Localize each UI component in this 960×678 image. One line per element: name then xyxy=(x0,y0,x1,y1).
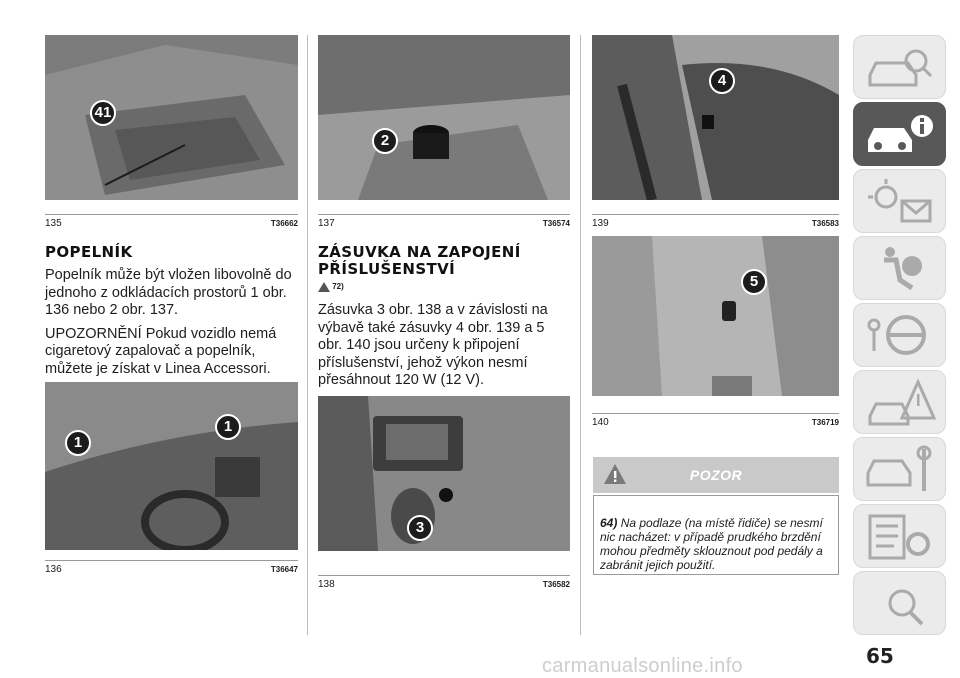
photo-140-panel-socket xyxy=(592,236,839,396)
dashboard-lights-icon xyxy=(864,177,936,227)
warning-triangle-icon xyxy=(318,282,330,292)
callout-1-left: 1 xyxy=(65,430,91,456)
caption-code: T36582 xyxy=(542,580,570,589)
side-tab-dashboard-lights[interactable] xyxy=(853,169,946,233)
caption-136 xyxy=(45,560,298,574)
dashboard-socket-illustration xyxy=(318,396,570,551)
callout-41: 41 xyxy=(90,100,116,126)
center-console-illustration xyxy=(318,35,570,200)
photo-136-dashboard-storage xyxy=(45,382,298,550)
callout-1-right: 1 xyxy=(215,414,241,440)
section1-paragraph-2: UPOZORNĚNÍ Pokud vozidlo nemá cigaretový zapalovač a popelník, můžete je získat v Linea Accessori. xyxy=(45,325,277,377)
caption-138 xyxy=(318,575,570,589)
caption-number: 137 xyxy=(318,218,335,229)
section2-paragraph-1: Zásuvka 3 obr. 138 a v závislosti na výbavě také zásuvky 4 obr. 139 a 5 obr. 140 jsou určeny k připojení příslušenství, jehož výkon nesmí přesáhnout 120 W (12 V). xyxy=(318,302,548,388)
photo-138-dashboard-socket xyxy=(318,396,570,551)
caption-number: 136 xyxy=(45,564,62,575)
caption-code: T36662 xyxy=(270,219,298,228)
reference-number: 72) xyxy=(332,282,344,292)
caption-code: T36583 xyxy=(811,219,839,228)
section1-body xyxy=(45,267,298,384)
side-tab-checklist[interactable] xyxy=(853,504,946,568)
side-tab-car-info[interactable] xyxy=(853,102,946,166)
side-tab-steering-wheel[interactable] xyxy=(853,303,946,367)
caption-code: T36574 xyxy=(542,219,570,228)
warning-header xyxy=(593,457,839,493)
photo-135-storage-compartment xyxy=(45,35,298,200)
car-search-icon xyxy=(864,43,936,93)
side-tab-car-search[interactable] xyxy=(853,35,946,99)
panel-socket-illustration xyxy=(592,236,839,396)
column-divider xyxy=(580,35,581,635)
caption-135 xyxy=(45,214,298,228)
car-info-icon xyxy=(864,110,936,160)
column-divider xyxy=(307,35,308,635)
photo-137-center-console xyxy=(318,35,570,200)
caption-number: 138 xyxy=(318,579,335,590)
caption-140 xyxy=(592,413,839,427)
warning-text: Na podlaze (na místě řidiče) se nesmí nic nacházet: v případě prudkého brzdění mohou předměty sklouznout pod pedály a zabránit jejich použití. xyxy=(600,516,823,572)
checklist-gear-icon xyxy=(864,512,936,562)
warning-body xyxy=(593,495,839,575)
section1-paragraph-1: Popelník může být vložen libovolně do jednoho z odkládacích prostorů 1 obr. 136 nebo 2 obr. 137. xyxy=(45,267,292,318)
seat-socket-illustration xyxy=(592,35,839,200)
side-tab-car-service[interactable] xyxy=(853,437,946,501)
side-tab-warning[interactable] xyxy=(853,370,946,434)
warning-triangle-icon xyxy=(864,378,936,428)
caption-code: T36719 xyxy=(811,418,839,427)
callout-4: 4 xyxy=(709,68,735,94)
photo-139-seat-socket xyxy=(592,35,839,200)
caption-number: 139 xyxy=(592,218,609,229)
caption-code: T36647 xyxy=(270,565,298,574)
warning-reference-number: 64) xyxy=(600,516,618,530)
caption-number: 140 xyxy=(592,417,609,428)
caption-number: 135 xyxy=(45,218,62,229)
callout-3: 3 xyxy=(407,515,433,541)
watermark: carmanualsonline.info xyxy=(542,655,743,677)
section-title-popelnik: POPELNÍK xyxy=(45,243,133,261)
airbag-icon xyxy=(864,244,936,294)
side-tab-airbag[interactable] xyxy=(853,236,946,300)
steering-wheel-icon xyxy=(864,311,936,361)
section2-body xyxy=(318,302,568,396)
car-service-icon xyxy=(864,445,936,495)
warning-reference-72 xyxy=(318,282,344,292)
warning-title: POZOR xyxy=(689,467,743,483)
dashboard-illustration xyxy=(45,382,298,550)
callout-2: 2 xyxy=(372,128,398,154)
side-tab-alphabet-index[interactable] xyxy=(853,571,946,635)
section-title-zasuvka: ZÁSUVKA NA ZAPOJENÍ PŘÍSLUŠENSTVÍ xyxy=(318,243,521,278)
callout-5: 5 xyxy=(741,269,767,295)
storage-compartment-illustration xyxy=(45,35,298,200)
caption-139 xyxy=(592,214,839,228)
alphabet-index-icon xyxy=(864,579,936,629)
page-number: 65 xyxy=(866,644,894,668)
caption-137 xyxy=(318,214,570,228)
